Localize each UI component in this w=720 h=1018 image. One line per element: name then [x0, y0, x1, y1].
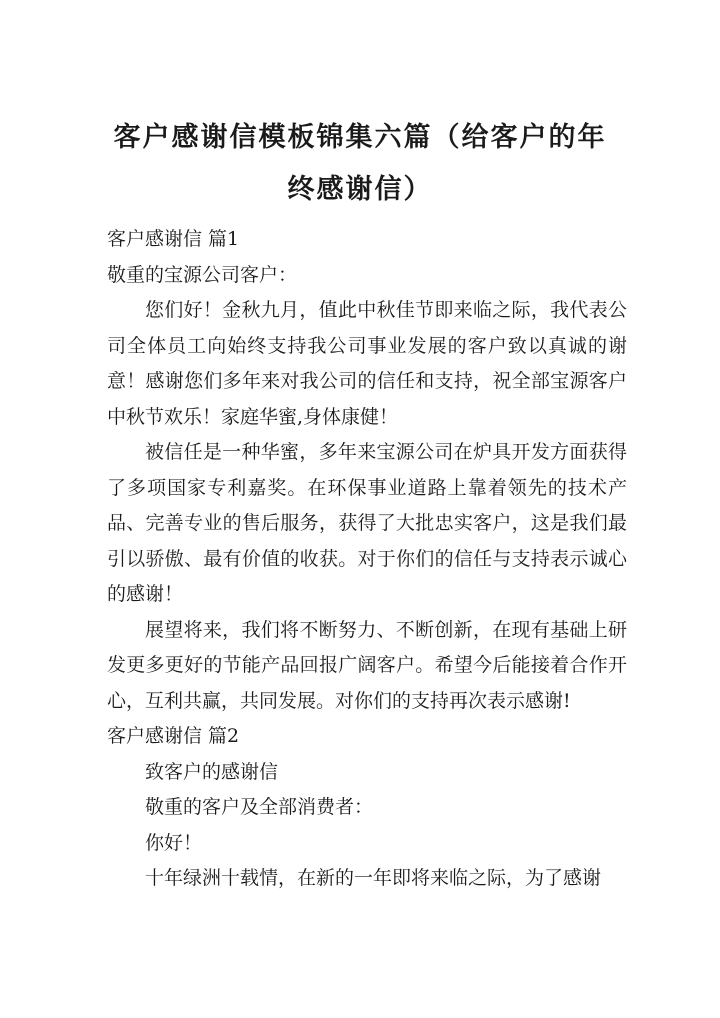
paragraph-1: 您们好！金秋九月，值此中秋佳节即来临之际，我代表公司全体员工向始终支持我公司事业发展的客户致以真诚的谢意！感谢您们多年来对我公司的信任和支持，祝全部宝源客户中秋节欢乐！家庭华蜜,身体康健！ [107, 299, 627, 428]
section-heading-2: 客户感谢信 篇2 [107, 725, 240, 747]
section-heading-1: 客户感谢信 篇1 [107, 228, 240, 250]
salutation: 敬重的宝源公司客户： [107, 263, 298, 286]
paragraph-3: 展望将来，我们将不断努力、不断创新，在现有基础上研发更多更好的节能产品回报广阔客户。希望今后能接着合作开心，互利共赢，共同发展。对你们的支持再次表示感谢! [107, 618, 627, 712]
salutation-2: 敬重的客户及全部消费者： [145, 796, 374, 818]
paragraph-opening: 十年绿洲十载情，在新的一年即将来临之际，为了感谢 [145, 867, 602, 889]
greeting: 你好！ [145, 831, 203, 854]
document-body [107, 222, 627, 897]
document-title: 客户感谢信模板锦集六篇（给客户的年终感谢信） [113, 122, 607, 205]
paragraph-2: 被信任是一种华蜜，多年来宝源公司在炉具开发方面获得了多项国家专利嘉奖。在环保事业道路上靠着领先的技术产品、完善专业的售后服务，获得了大批忠实客户，这是我们最引以骄傲、最有价值的收获。对于你们的信任与支持表示诚心的感谢！ [107, 441, 627, 605]
letter-heading: 致客户的感谢信 [145, 760, 279, 783]
